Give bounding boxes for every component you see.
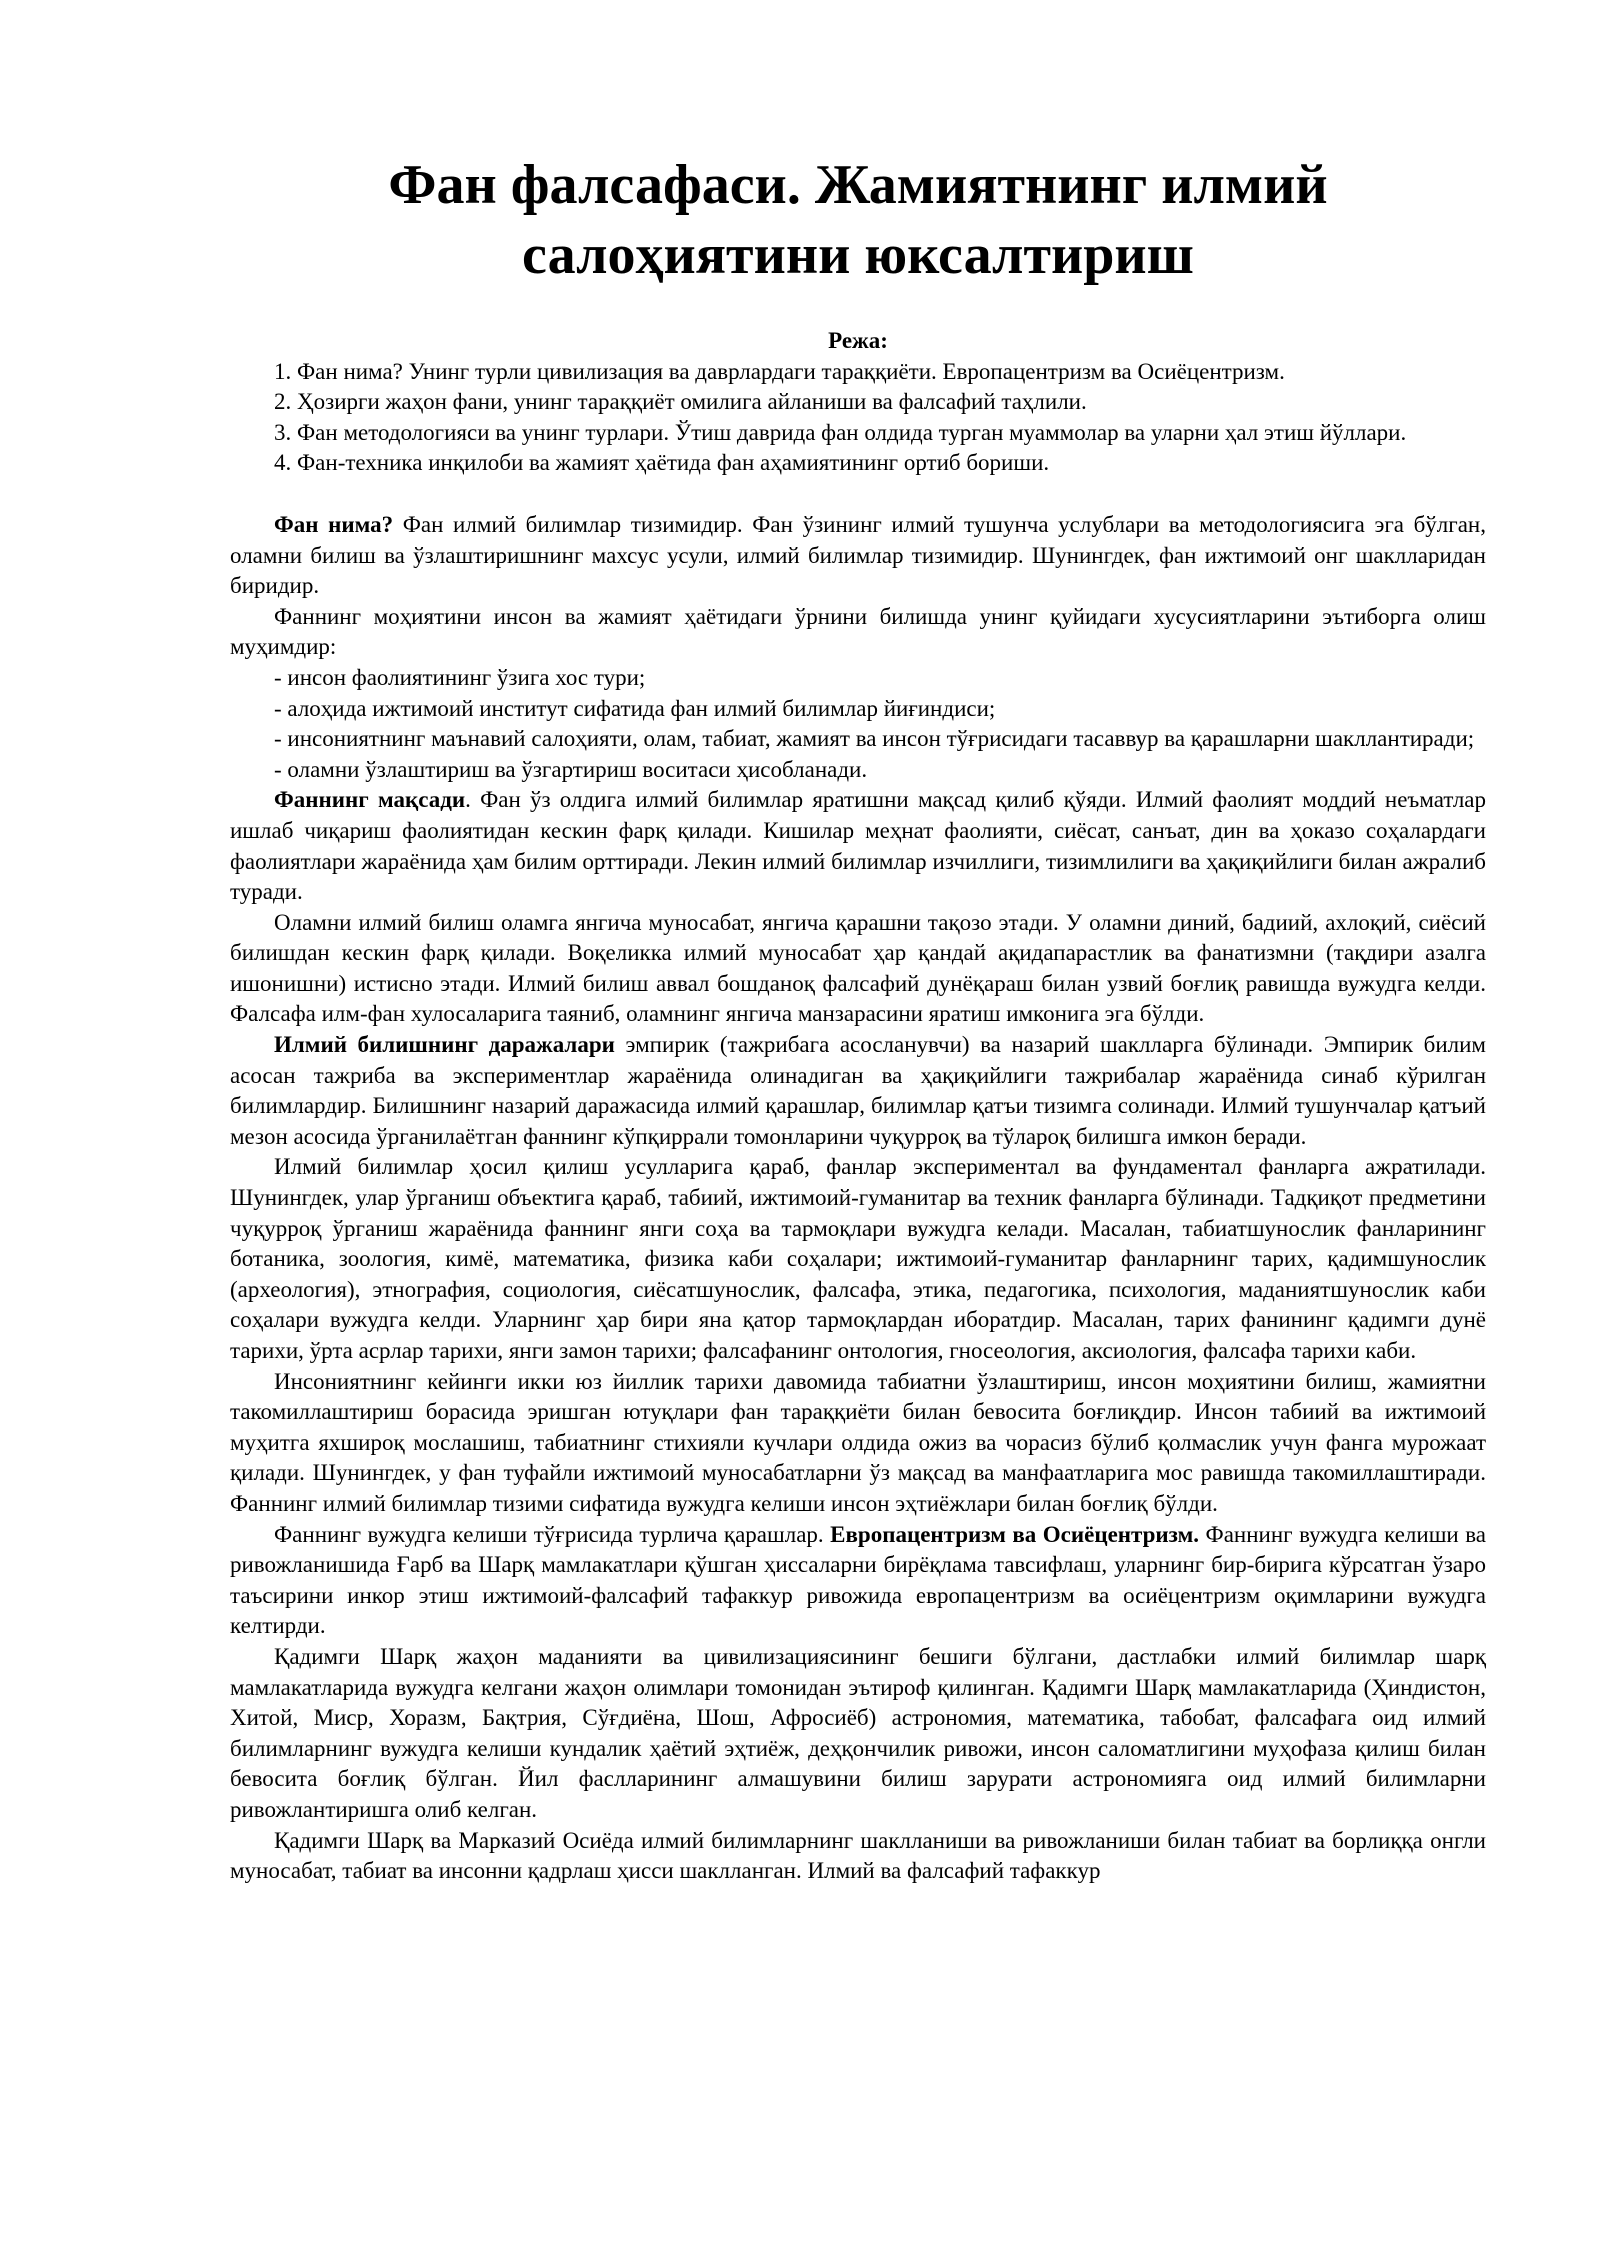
paragraph: Фаннинг моҳиятини инсон ва жамият ҳаётидаги ўрнини билишда унинг қуйидаги хусусиятларини эътиборга олиш муҳимдир: <box>230 603 1486 660</box>
paragraph-cognition-levels <box>230 1030 1486 1152</box>
plan-item: 2. Ҳозирги жаҳон фани, унинг тараққиёт омилига айланиши ва фалсафий таҳлили. <box>274 389 1087 415</box>
plan-item: 1. Фан нима? Унинг турли цивилизация ва даврлардаги тараққиёти. Европацентризм ва Осиёцентризм. <box>274 358 1285 384</box>
term-cognition-levels: Илмий билишнинг даражалари <box>274 1032 615 1058</box>
plan-item: 3. Фан методологияси ва унинг турлари. Ўтиш даврида фан олдида турган муаммолар ва уларни ҳал этиш йўллари. <box>274 419 1407 445</box>
dash-item: - инсон фаолиятининг ўзига хос тури; <box>274 664 646 690</box>
term-what-is-science: Фан нима? <box>274 511 394 537</box>
paragraph-science-goal <box>230 785 1486 907</box>
spacer <box>230 479 1486 510</box>
paragraph: Инсониятнинг кейинги икки юз йиллик тарихи давомида табиатни ўзлаштириш, инсон моҳиятини билиш, жамиятни такомиллаштириш борасида эришган ютуқлари фан тараққиёти билан бевосита боғлиқдир. Инсон табиий ва ижтимоий муҳитга яхшироқ мослашиш, табиатнинг стихияли кучлари олдида ожиз ва чорасиз бўлиб қолмаслик учун фанга мурожаат қилади. Шунингдек, у фан туфайли ижтимоий муносабатларни ўз мақсад ва манфаатларига мос равишда такомиллаштиради. Фаннинг илмий билимлар тизими сифатида вужудга келиши инсон эҳтиёжлари билан боғлиқ бўлди. <box>230 1368 1486 1516</box>
term-eurocentrism: Европацентризм ва Осиёцентризм. <box>830 1521 1200 1547</box>
paragraph-text: Фаннинг вужудга келиши ва ривожланишида Ғарб ва Шарқ мамлакатлари қўшган ҳиссаларни бирёқлама тавсифлаш, уларнинг бир-бирига кўрсатган ўзаро таъсирини инкор этиш ижтимоий-фалсафий тафаккур ривожида европацентризм ва осиёцентризм оқимларини вужудга келтирди. <box>230 1521 1486 1639</box>
plan-list <box>230 357 1486 479</box>
paragraph-what-is-science <box>230 510 1486 602</box>
dash-item: - оламни ўзлаштириш ва ўзгартириш воситаси ҳисобланади. <box>274 756 868 782</box>
document-title: Фан фалсафаси. Жамиятнинг илмий салоҳиятини юксалтириш <box>388 154 1328 286</box>
dash-item: - алоҳида ижтимоий институт сифатида фан илмий билимлар йиғиндиси; <box>274 695 996 721</box>
paragraph-text: Фан илмий билимлар тизимидир. Фан ўзининг илмий тушунча услублари ва методологиясига эга бўлган, оламни билиш ва ўзлаштиришнинг махсус усули, илмий билимлар тизимидир. Шунингдек, фан ижтимоий онг шаклларидан биридир. <box>230 511 1486 599</box>
paragraph-eurocentrism <box>230 1520 1486 1642</box>
term-science-goal: Фаннинг мақсади <box>274 787 466 813</box>
paragraph: Қадимги Шарқ ва Марказий Осиёда илмий билимларнинг шаклланиши ва ривожланиши билан табиат ва борлиққа онгли муносабат, табиат ва инсонни қадрлаш ҳисси шаклланган. Илмий ва фалсафий тафаккур <box>230 1827 1486 1884</box>
document-content <box>230 150 1486 1887</box>
paragraph: Оламни илмий билиш оламга янгича муносабат, янгича қарашни тақозо этади. У оламни диний, бадиий, ахлоқий, сиёсий билишдан кескин фарқ қилади. Воқеликка илмий муносабат ҳар қандай ақидапарастлик ва фанатизмни (тақдири азалга ишонишни) истисно этади. Илмий билиш аввал бошданоқ фалсафий дунёқараш билан узвий боғлиқ равишда вужудга келди. Фалсафа илм-фан хулосаларига таяниб, оламнинг янгича манзарасини яратиш имконига эга бўлди. <box>230 909 1486 1027</box>
paragraph-text: эмпирик (тажрибага асосланувчи) ва назарий шаклларга бўлинади. Эмпирик билим асосан тажриба ва экспериментлар жараёнида олинадиган ва ҳақиқийлиги тажрибалар жараёнида синаб кўрилган билимлардир. Билишнинг назарий даражасида илмий қарашлар, билимлар қатъи тизимга солинади. Илмий тушунчалар қатъий мезон асосида ўрганилаётган фаннинг кўпқиррали томонларини чуқурроқ ва тўлароқ билишга имкон беради. <box>230 1032 1486 1149</box>
plan-heading: Режа: <box>828 328 888 353</box>
paragraph: Қадимги Шарқ жаҳон маданияти ва цивилизациясининг бешиги бўлгани, дастлабки илмий билимлар шарқ мамлакатларида вужудга келгани жаҳон олимлари томонидан эътироф қилинган. Қадимги Шарқ мамлакатларида (Ҳиндистон, Хитой, Миср, Хоразм, Бақтрия, Сўғдиёна, Шош, Афросиёб) астрономия, математика, табобат, фалсафага оид илмий билимларнинг вужудга келиши кундалик ҳаётий эҳтиёж, деҳқончилик ривожи, инсон саломатлигини муҳофаза қилиш билан бевосита боғлиқ бўлган. Йил фаслларининг алмашувини билиш зарурати астрономияга оид илмий билимларни ривожлантиришга олиб келган. <box>230 1643 1486 1822</box>
paragraph: Илмий билимлар ҳосил қилиш усулларига қараб, фанлар экспериментал ва фундаментал фанларга ажратилади. Шунингдек, улар ўрганиш объектига қараб, табиий, ижтимоий-гуманитар ва техник фанларга бўлинади. Тадқиқот предметини чуқурроқ ўрганиш жараёнида фаннинг янги соҳа ва тармоқлари вужудга келади. Масалан, табиатшунослик фанларининг ботаника, зоология, кимё, математика, физика каби соҳалари; ижтимоий-гуманитар фанларнинг тарих, қадимшунослик (археология), этнография, социология, сиёсатшунослик, фалсафа, этика, педагогика, психология, маданиятшунослик каби соҳалари вужудга келди. Уларнинг ҳар бири яна қатор тармоқлардан иборатдир. Масалан, тарих фанининг қадимги дунё тарихи, ўрта асрлар тарихи, янги замон тарихи; фалсафанинг онтология, гносеология, аксиология, фалсафа тарихи каби. <box>230 1154 1486 1363</box>
dash-item: - инсониятнинг маънавий салоҳияти, олам, табиат, жамият ва инсон тўғрисидаги тасаввур ва қарашларни шакллантиради; <box>274 726 1475 752</box>
plan-item: 4. Фан-техника инқилоби ва жамият ҳаётида фан аҳамиятининг ортиб бориши. <box>274 450 1050 476</box>
paragraph-text: Фаннинг вужудга келиши тўғрисида турлича қарашлар. <box>274 1521 831 1547</box>
paragraph-text: . Фан ўз олдига илмий билимлар яратишни мақсад қилиб қўяди. Илмий фаолият моддий неъматлар ишлаб чиқариш фаолиятидан кескин фарқ қилади. Кишилар меҳнат фаолияти, сиёсат, санъат, дин ва ҳоказо соҳалардаги фаолиятлари жараёнида ҳам билим орттиради. Лекин илмий билимлар изчиллиги, тизимлилиги ва ҳақиқийлиги билан ажралиб туради. <box>230 787 1486 905</box>
